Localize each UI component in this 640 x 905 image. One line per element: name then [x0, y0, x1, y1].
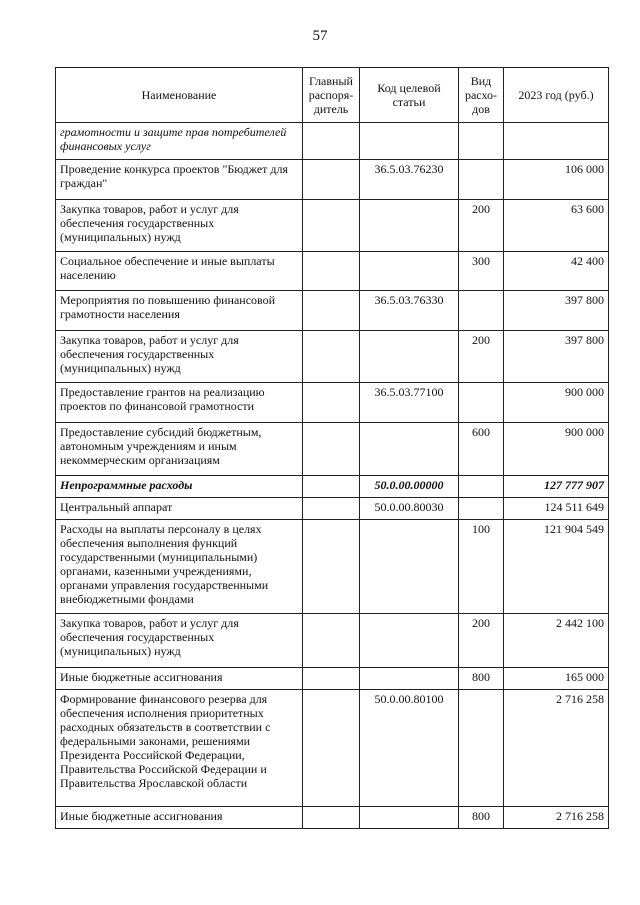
row-distributor: [303, 423, 360, 476]
row-name: Иные бюджетные ассигнования: [56, 807, 303, 829]
row-vid: 200: [459, 200, 504, 252]
row-code: [360, 668, 459, 690]
row-amount: 124 511 649: [504, 498, 609, 520]
budget-table: [55, 67, 609, 829]
table-row: [56, 200, 609, 252]
row-amount: 127 777 907: [504, 476, 609, 498]
row-amount: 397 800: [504, 291, 609, 331]
row-code: 36.5.03.76230: [360, 160, 459, 200]
row-vid: 200: [459, 614, 504, 668]
row-name: грамотности и защите прав потребителей финансовых услуг: [56, 123, 303, 160]
row-amount: 2 442 100: [504, 614, 609, 668]
row-vid: 600: [459, 423, 504, 476]
row-name: Предоставление субсидий бюджетным, автономным учреждениям и иным некоммерческим организациям: [56, 423, 303, 476]
row-distributor: [303, 614, 360, 668]
table-row: [56, 498, 609, 520]
row-name: Мероприятия по повышению финансовой грамотности населения: [56, 291, 303, 331]
table-row: [56, 690, 609, 807]
row-distributor: [303, 252, 360, 291]
row-distributor: [303, 123, 360, 160]
row-amount: 397 800: [504, 331, 609, 383]
row-amount: 63 600: [504, 200, 609, 252]
row-name: Социальное обеспечение и иные выплаты населению: [56, 252, 303, 291]
row-name: Закупка товаров, работ и услуг для обеспечения государственных (муниципальных) нужд: [56, 200, 303, 252]
row-vid: [459, 160, 504, 200]
row-vid: [459, 498, 504, 520]
row-amount: 42 400: [504, 252, 609, 291]
row-code: [360, 614, 459, 668]
row-distributor: [303, 498, 360, 520]
row-distributor: [303, 476, 360, 498]
row-code: 50.0.00.00000: [360, 476, 459, 498]
table-row: [56, 331, 609, 383]
row-vid: 300: [459, 252, 504, 291]
row-name: Проведение конкурса проектов "Бюджет для граждан": [56, 160, 303, 200]
table-row: [56, 123, 609, 160]
row-vid: [459, 123, 504, 160]
row-distributor: [303, 331, 360, 383]
table-row: [56, 614, 609, 668]
row-code: [360, 123, 459, 160]
row-name: Центральный аппарат: [56, 498, 303, 520]
row-code: 36.5.03.77100: [360, 383, 459, 423]
row-amount: 900 000: [504, 423, 609, 476]
row-name: Закупка товаров, работ и услуг для обеспечения государственных (муниципальных) нужд: [56, 331, 303, 383]
table-row: [56, 668, 609, 690]
header-vid: Вид расхо- дов: [459, 68, 504, 123]
table-header-row: [56, 68, 609, 123]
row-distributor: [303, 383, 360, 423]
table-row: [56, 520, 609, 614]
page-number: 57: [312, 28, 328, 44]
header-name: Наименование: [56, 68, 303, 123]
row-vid: 200: [459, 331, 504, 383]
row-code: [360, 520, 459, 614]
row-amount: 2 716 258: [504, 807, 609, 829]
row-name: Расходы на выплаты персоналу в целях обеспечения выполнения функций государственными (муниципальными) органами, казенными учреждениями, органами управления государственными внебюджетными фондами: [56, 520, 303, 614]
row-vid: [459, 383, 504, 423]
table-row: [56, 160, 609, 200]
row-vid: 100: [459, 520, 504, 614]
row-name: Иные бюджетные ассигнования: [56, 668, 303, 690]
table-row: [56, 807, 609, 829]
table-row: [56, 383, 609, 423]
row-distributor: [303, 520, 360, 614]
header-distributor: Главный распоря- дитель: [303, 68, 360, 123]
row-name: Непрограммные расходы: [56, 476, 303, 498]
header-amount: 2023 год (руб.): [504, 68, 609, 123]
row-amount: 121 904 549: [504, 520, 609, 614]
row-distributor: [303, 807, 360, 829]
row-code: 50.0.00.80100: [360, 690, 459, 807]
row-code: [360, 200, 459, 252]
row-name: Формирование финансового резерва для обеспечения исполнения приоритетных расходных обязательств в соответствии с федеральными законами, решениями Президента Российской Федерации, Правительства Российской Федерации и Правительства Ярославской области: [56, 690, 303, 807]
row-vid: 800: [459, 668, 504, 690]
row-code: [360, 252, 459, 291]
row-distributor: [303, 690, 360, 807]
row-vid: [459, 476, 504, 498]
row-amount: [504, 123, 609, 160]
header-code: Код целевой статьи: [360, 68, 459, 123]
table-row: [56, 252, 609, 291]
row-code: 36.5.03.76330: [360, 291, 459, 331]
row-distributor: [303, 160, 360, 200]
row-name: Предоставление грантов на реализацию проектов по финансовой грамотности: [56, 383, 303, 423]
row-amount: 165 000: [504, 668, 609, 690]
row-code: [360, 331, 459, 383]
row-amount: 900 000: [504, 383, 609, 423]
row-vid: 800: [459, 807, 504, 829]
row-code: 50.0.00.80030: [360, 498, 459, 520]
table-row: [56, 423, 609, 476]
row-code: [360, 423, 459, 476]
table-row: [56, 291, 609, 331]
row-amount: 2 716 258: [504, 690, 609, 807]
row-distributor: [303, 668, 360, 690]
row-amount: 106 000: [504, 160, 609, 200]
row-vid: [459, 690, 504, 807]
row-vid: [459, 291, 504, 331]
table-row-section: [56, 476, 609, 498]
row-code: [360, 807, 459, 829]
row-distributor: [303, 200, 360, 252]
row-name: Закупка товаров, работ и услуг для обеспечения государственных (муниципальных) нужд: [56, 614, 303, 668]
row-distributor: [303, 291, 360, 331]
